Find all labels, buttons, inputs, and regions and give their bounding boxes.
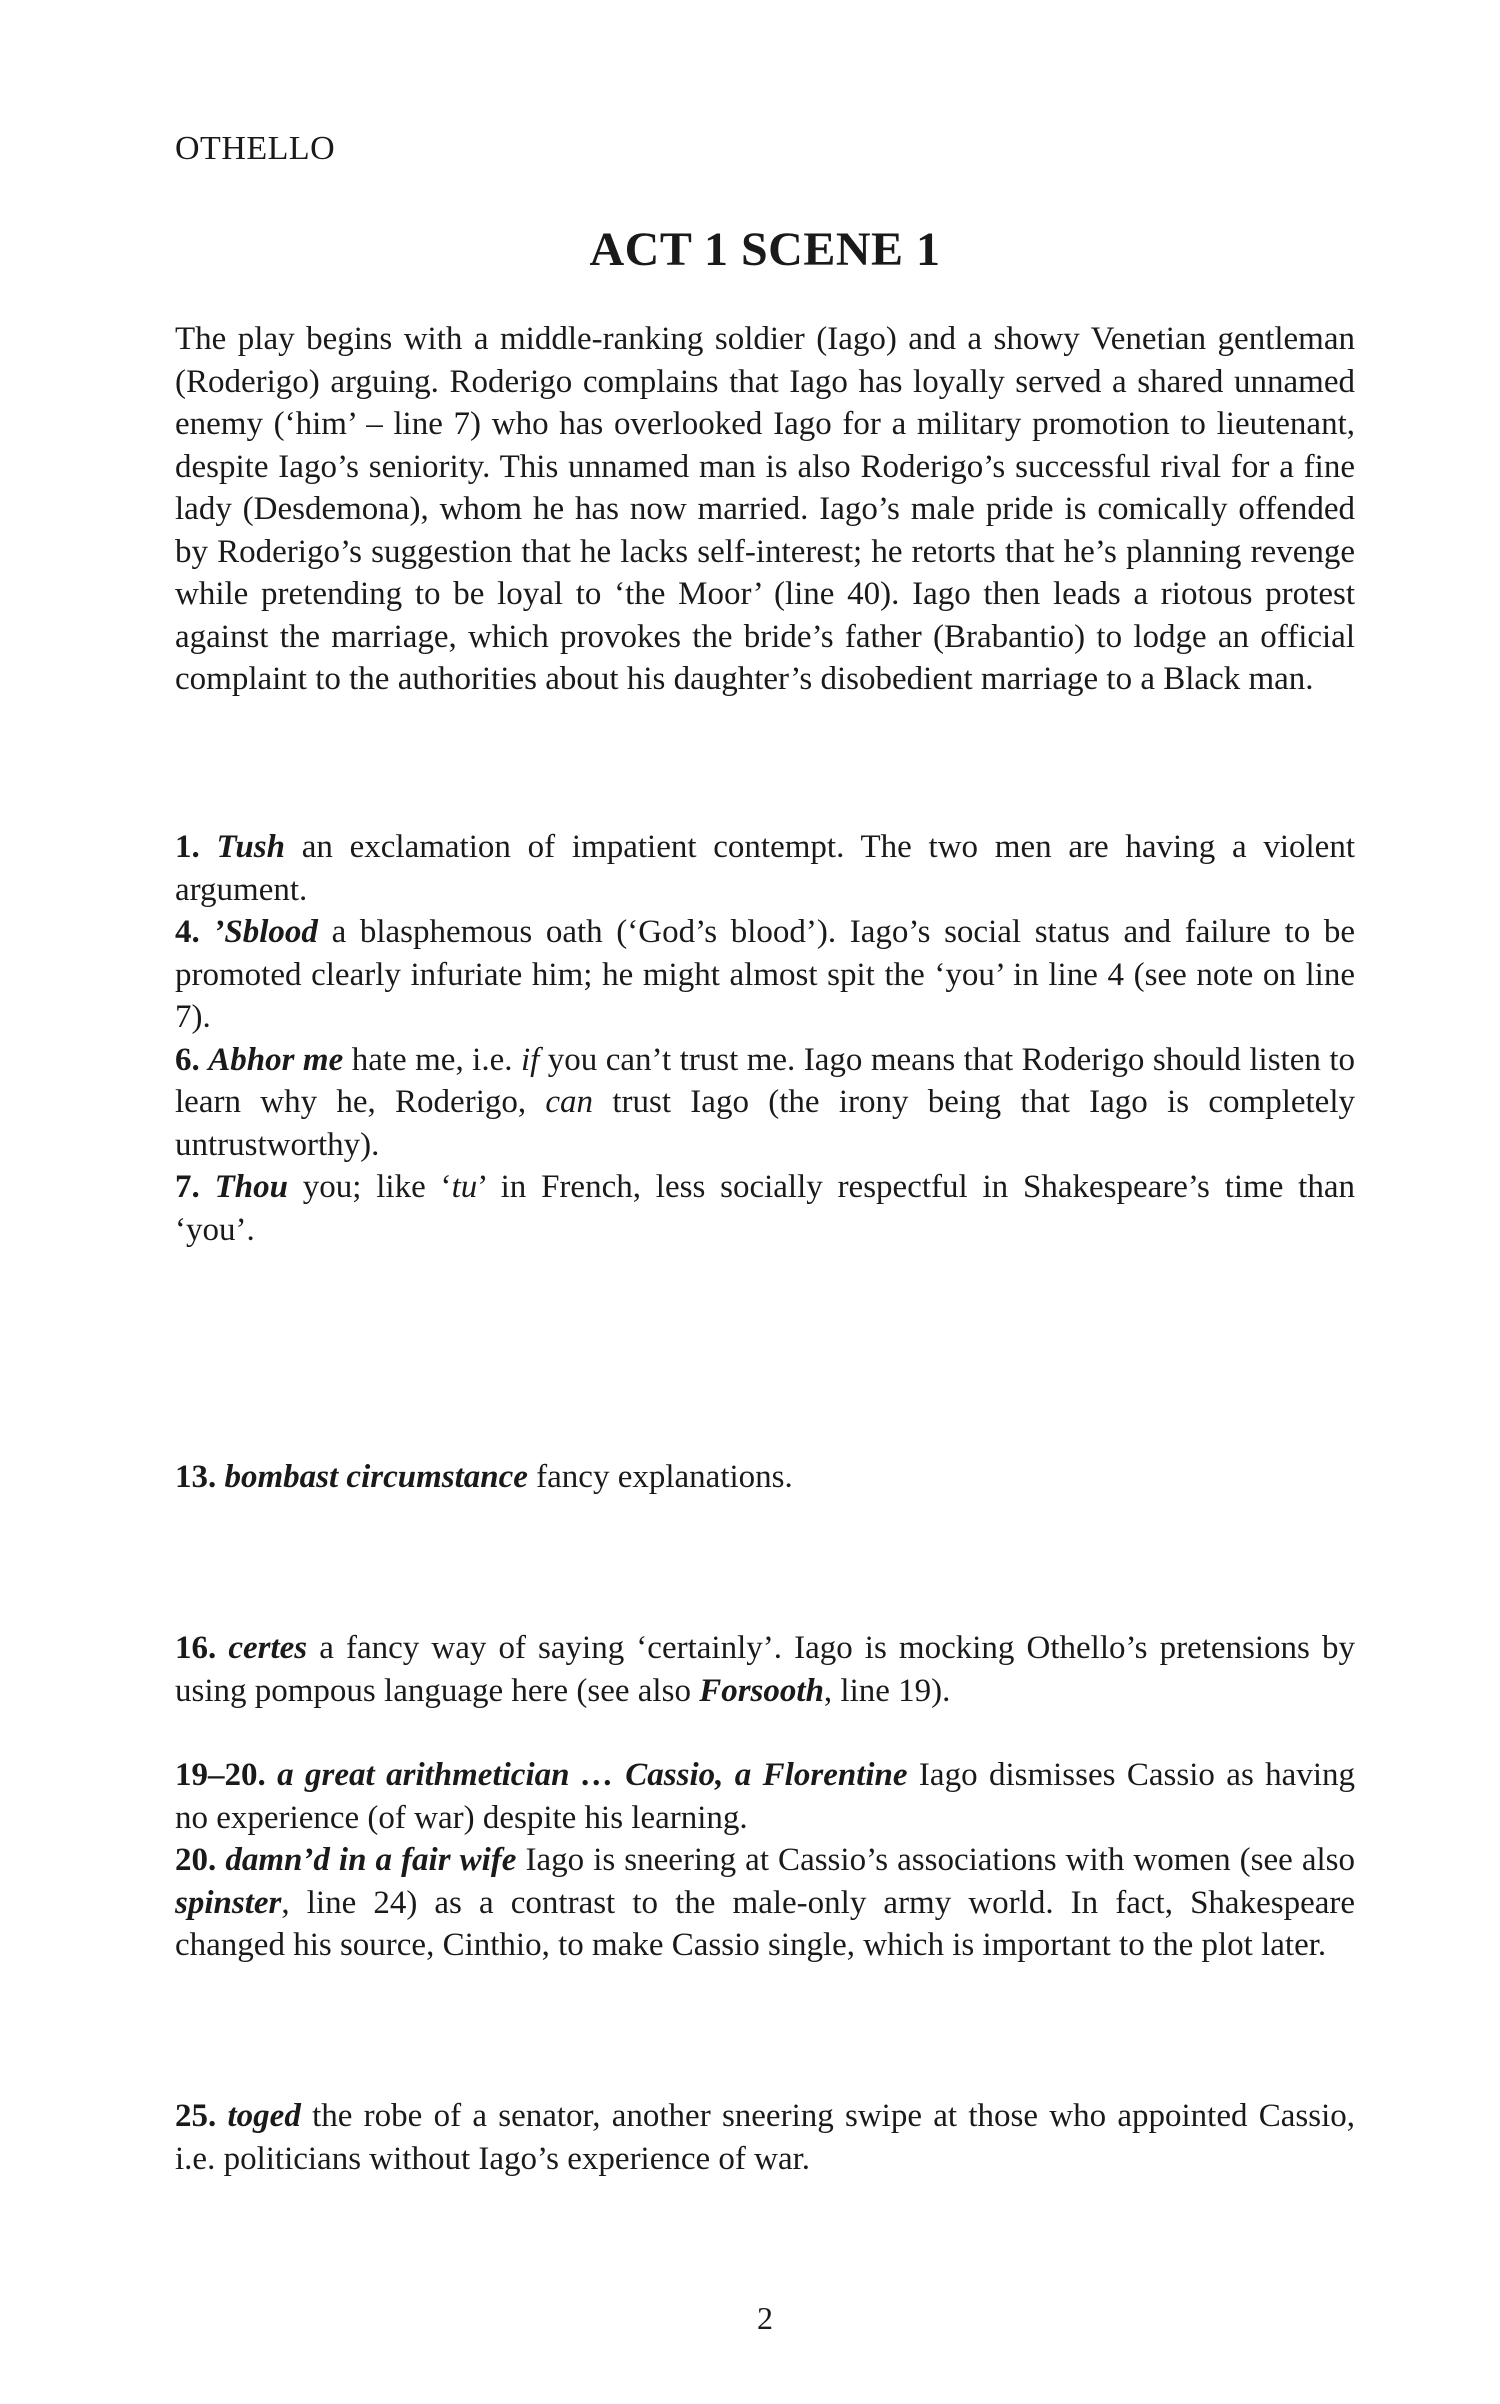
- note-line-25: [175, 2095, 1355, 2180]
- note-line-4: [175, 911, 1355, 1039]
- note-text: an exclamation of impatient contempt. The two men are having a violent argument.: [175, 829, 1355, 908]
- notes-group-3: [175, 1627, 1355, 1712]
- notes-group-4: [175, 1754, 1355, 1967]
- note-line-1: [175, 826, 1355, 911]
- page: [175, 0, 1355, 2404]
- note-text: the robe of a senator, another sneering swipe at those who appointed Cassio, i.e. politicians without Iago’s experience of war.: [175, 2098, 1355, 2177]
- note-term: certes: [228, 1630, 308, 1666]
- note-emphasis: tu: [451, 1169, 478, 1205]
- scene-title: ACT 1 SCENE 1: [589, 223, 941, 276]
- note-emphasis: can: [545, 1084, 594, 1120]
- note-line-20: [175, 1839, 1355, 1967]
- note-text: you can’t trust me. Iago means that Roderigo should listen to learn why he, Roderigo,: [175, 1041, 1356, 1120]
- note-term: Forsooth: [699, 1672, 824, 1709]
- note-number: 13.: [175, 1459, 217, 1495]
- note-term: a great arithmetician … Cassio, a Florentine: [277, 1757, 908, 1793]
- note-term: ’Sblood: [213, 914, 318, 950]
- note-line-6: [175, 1039, 1355, 1167]
- note-text: trust Iago (the irony being that Iago is completely untrustworthy).: [175, 1084, 1355, 1163]
- note-term: bombast circumstance: [224, 1459, 528, 1495]
- note-number: 16.: [175, 1630, 217, 1666]
- note-number: 4.: [175, 914, 200, 950]
- note-number: 19–20.: [175, 1757, 266, 1793]
- note-line-19-20: [175, 1754, 1355, 1839]
- note-term: damn’d in a fair wife: [225, 1842, 517, 1878]
- note-line-16: [175, 1627, 1355, 1712]
- note-line-7: [175, 1166, 1355, 1251]
- notes-group-1: [175, 826, 1355, 1251]
- note-text: Iago dismisses Cassio as having no experience (of war) despite his learning.: [175, 1757, 1355, 1836]
- note-emphasis: if: [520, 1041, 540, 1078]
- note-term: spinster: [175, 1884, 282, 1921]
- note-text: , line 19).: [823, 1672, 951, 1709]
- note-number: 6.: [175, 1041, 200, 1078]
- note-term: Abhor me: [208, 1041, 344, 1078]
- running-head: OTHELLO: [175, 130, 336, 167]
- note-text: hate me, i.e.: [343, 1041, 521, 1078]
- note-line-13: [175, 1456, 1355, 1499]
- note-text: Iago is sneering at Cassio’s associations with women (see also: [516, 1842, 1355, 1878]
- note-number: 20.: [175, 1842, 217, 1878]
- note-term: toged: [227, 2098, 301, 2134]
- note-text: a blasphemous oath (‘God’s blood’). Iago’s social status and failure to be promoted clearly infuriate him; he might almost spit the ‘you’ in line 4 (see note on line 7).: [175, 914, 1356, 1035]
- note-text: fancy explanations.: [527, 1459, 793, 1495]
- note-number: 1.: [175, 829, 200, 865]
- note-text: a fancy way of saying ‘certainly’. Iago is mocking Othello’s pretensions by using pompous language here (see also: [175, 1630, 1356, 1709]
- scene-summary: The play begins with a middle-ranking soldier (Iago) and a showy Venetian gentleman (Roderigo) arguing. Roderigo complains that Iago has loyally served a shared unnamed enemy (‘him’ – line 7) who has overlooked Iago for a military promotion to lieutenant, despite Iago’s seniority. This unnamed man is also Roderigo’s successful rival for a fine lady (Desdemona), whom he has now married. Iago’s male pride is comically offended by Roderigo’s suggestion that he lacks self-interest; he retorts that he’s planning revenge while pretending to be loyal to ‘the Moor’ (line 40). Iago then leads a riotous protest against the marriage, which provokes the bride’s father (Brabantio) to lodge an official complaint to the authorities about his daughter’s disobedient marriage to a Black man.: [175, 321, 1355, 697]
- notes-group-2: [175, 1456, 1355, 1499]
- page-number: 2: [757, 2300, 773, 2336]
- note-term: Thou: [214, 1169, 288, 1205]
- note-text: , line 24) as a contrast to the male-only army world. In fact, Shakespeare changed his source, Cinthio, to make Cassio single, which is important to the plot later.: [175, 1884, 1355, 1963]
- notes-group-5: [175, 2095, 1355, 2180]
- note-number: 7.: [175, 1169, 200, 1205]
- note-term: Tush: [216, 829, 285, 865]
- note-text: ’ in French, less socially respectful in Shakespeare’s time than ‘you’.: [175, 1169, 1356, 1248]
- note-number: 25.: [175, 2098, 217, 2134]
- note-text: you; like ‘: [287, 1169, 452, 1205]
